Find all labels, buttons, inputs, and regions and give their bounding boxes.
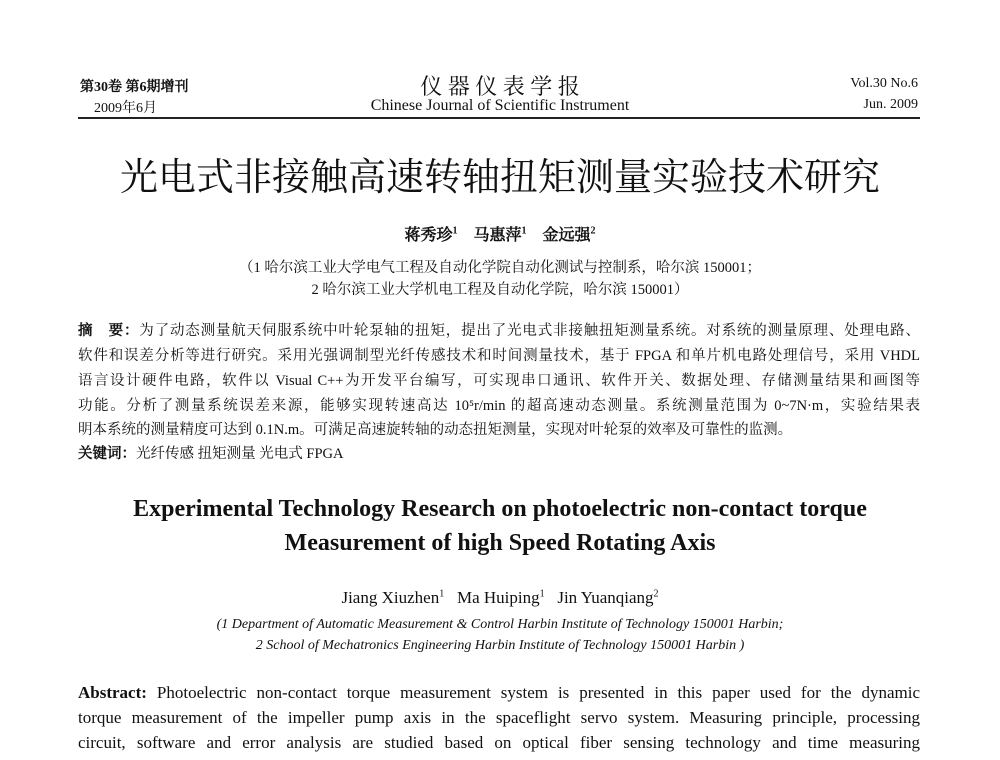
aff-mark: 1 — [439, 588, 445, 600]
abstract-line: torque measurement of the impeller pump axis in the spaceflight servo system. Measuring principle, processing — [78, 708, 920, 727]
abstract-line: 语言设计硬件电路，软件以 Visual C++为开发平台编写，可实现串口通讯、软件开关、数据处理、存储测量结果和画图等 — [78, 373, 920, 389]
authors-cn — [0, 222, 1000, 245]
abstract-line — [78, 683, 920, 703]
header-rule — [78, 117, 920, 119]
aff-mark: 1 — [539, 588, 545, 600]
abstract-line: 软件和误差分析等进行研究。采用光强调制型光纤传感技术和时间测量技术，基于 FPGA 和单片机电路处理信号，采用 VHDL — [78, 348, 920, 364]
journal-name-cn: 仪 器 仪 表 学 报 — [420, 74, 580, 99]
affiliation-en: 2 School of Mechatronics Engineering Harbin Institute of Technology 150001 Harbin ) — [255, 638, 745, 653]
author: 蒋秀珍 — [404, 227, 453, 244]
author: Jin Yuanqiang — [557, 588, 654, 607]
abstract-line: 功能。分析了测量系统误差来源，能够实现转速高达 10⁵r/min 的超高速动态测量。系统测量范围为 0~7N·m，实验结果表 — [78, 398, 920, 414]
aff-mark: 1 — [452, 225, 458, 237]
keywords-label: 关键词： — [78, 446, 136, 462]
author: Jiang Xiuzhen — [341, 588, 440, 607]
author: 马惠萍 — [473, 227, 522, 244]
abstract-text: Photoelectric non-contact torque measurement system is presented in this paper used for the dynamic — [156, 683, 920, 702]
abstract-line: circuit, software and error analysis are studied based on optical fiber sensing technology and time measuring — [78, 733, 920, 752]
keywords-cn — [78, 442, 920, 463]
abstract-label: 摘 要： — [78, 323, 140, 339]
affiliation-cn: 2 哈尔滨工业大学机电工程及自动化学院，哈尔滨 150001） — [311, 282, 689, 298]
affiliation-cn: （1 哈尔滨工业大学电气工程及自动化学院自动化测试与控制系，哈尔滨 150001； — [239, 260, 761, 276]
abstract-label: Abstract: — [78, 683, 147, 702]
keywords: 光纤传感 扭矩测量 光电式 FPGA — [136, 446, 344, 462]
authors-en — [0, 588, 1000, 608]
author: 金远强 — [542, 227, 591, 244]
journal-name-en: Chinese Journal of Scientific Instrument — [370, 97, 630, 114]
title-en-line: Measurement of high Speed Rotating Axis — [284, 530, 716, 556]
author: Ma Huiping — [456, 588, 540, 607]
affiliation-en: (1 Department of Automatic Measurement & Control Harbin Institute of Technology 150001 Harbin; — [216, 617, 784, 632]
date-cn: 2009年6月 — [94, 101, 157, 116]
abstract-line: 明本系统的测量精度可达到 0.1N.m。可满足高速旋转轴的动态扭矩测量，实现对叶轮泵的效率及可靠性的监测。 — [78, 422, 793, 438]
title-cn: 光电式非接触高速转轴扭矩测量实验技术研究 — [119, 155, 880, 199]
title-en-line: Experimental Technology Research on photoelectric non-contact torque — [133, 496, 867, 522]
aff-mark: 1 — [521, 225, 527, 237]
volume-issue: 第30卷 第6期增刊 — [80, 80, 189, 95]
abstract-line — [78, 319, 920, 340]
abstract-text: 为了动态测量航天伺服系统中叶轮泵轴的扭矩，提出了光电式非接触扭矩测量系统。对系统的测量原理、处理电路、 — [139, 323, 920, 339]
aff-mark: 2 — [653, 588, 659, 600]
volume-en: Vol.30 No.6 — [850, 76, 918, 91]
aff-mark: 2 — [590, 225, 596, 237]
date-en: Jun. 2009 — [863, 97, 918, 112]
